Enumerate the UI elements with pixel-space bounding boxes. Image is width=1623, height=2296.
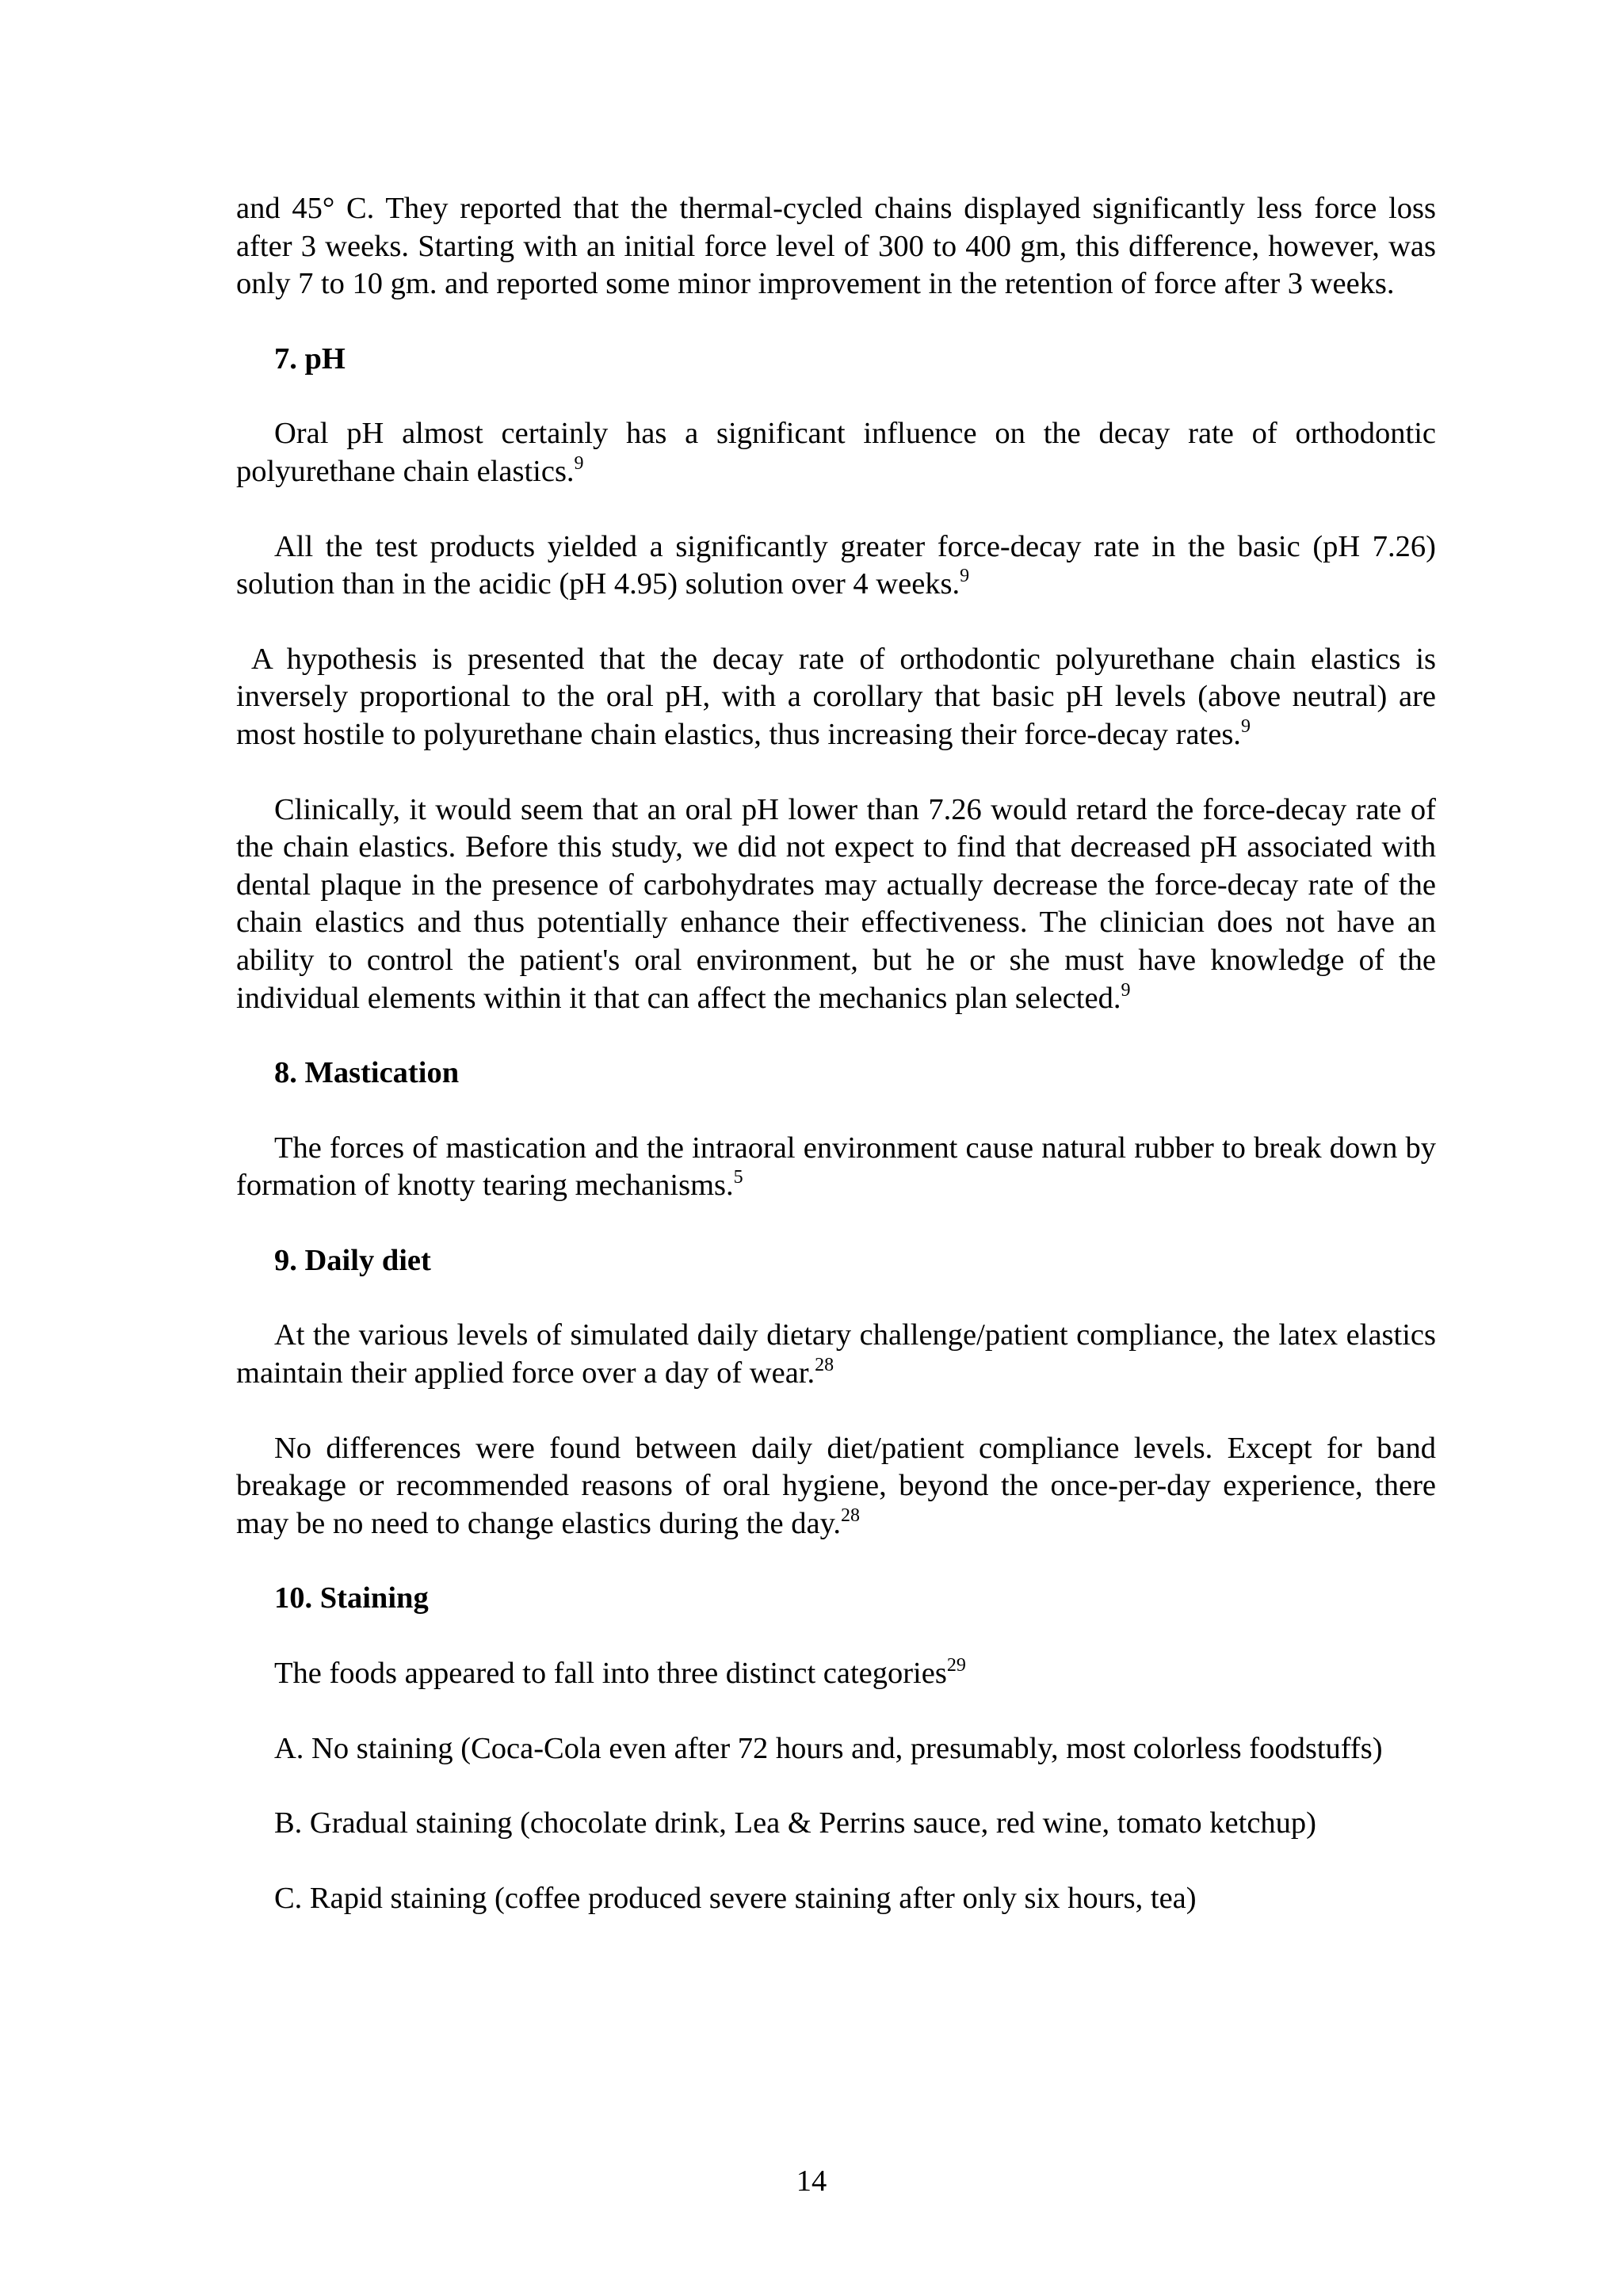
paragraph <box>236 1430 1436 1543</box>
paragraph-text: At the various levels of simulated daily dietary challenge/patient compliance, the latex elastics maintain their applied force over a day of wear. <box>236 1318 1436 1390</box>
paragraph-text: A hypothesis is presented that the decay rate of orthodontic polyurethane chain elastics is inversely proportional to the oral pH, with a corollary that basic pH levels (above neutral) are most hostile to polyurethane chain elastics, thus increasing their force-decay rates. <box>236 642 1444 751</box>
paragraph <box>236 528 1436 604</box>
citation-ref: 28 <box>815 1355 834 1376</box>
paragraph-text: Clinically, it would seem that an oral pH lower than 7.26 would retard the force-decay rate of the chain elastics. Before this study, we did not expect to find that decreased pH associated with dental plaque in the presence of carbohydrates may actually decrease the force-decay rate of the chain elastics and thus potentially enhance their effectiveness. The clinician does not have an ability to control the patient's oral environment, but he or she must have knowledge of the individual elements within it that can affect the mechanics plan selected. <box>236 792 1436 1015</box>
staining-category-a: A. No staining (Coca-Cola even after 72 hours and, presumably, most colorless foodstuffs) <box>274 1731 1383 1765</box>
paragraph-text: No differences were found between daily diet/patient compliance levels. Except for band breakage or recommended reasons of oral hygiene, beyond the once-per-day experience, there may be no need to change elastics during the day. <box>236 1431 1436 1540</box>
staining-category-b: B. Gradual staining (chocolate drink, Lea & Perrins sauce, red wine, tomato ketchup) <box>274 1806 1316 1840</box>
citation-ref: 9 <box>960 566 970 587</box>
staining-category-c: C. Rapid staining (coffee produced severe staining after only six hours, tea) <box>274 1881 1197 1915</box>
paragraph <box>236 415 1436 490</box>
section-heading-staining: 10. Staining <box>274 1581 429 1615</box>
paragraph <box>236 190 1436 303</box>
paragraph-text: Oral pH almost certainly has a significant influence on the decay rate of orthodontic polyurethane chain elastics. <box>236 417 1436 488</box>
citation-ref: 5 <box>733 1167 743 1188</box>
page-number: 14 <box>796 2164 827 2198</box>
citation-ref: 9 <box>574 452 584 474</box>
paragraph-text: All the test products yielded a significantly greater force-decay rate in the basic (pH 7.26) solution than in the acidic (pH 4.95) solution over 4 weeks. <box>236 529 1436 601</box>
section-heading-ph: 7. pH <box>274 341 346 376</box>
paragraph-text: The foods appeared to fall into three distinct categories <box>274 1657 947 1691</box>
section-heading-daily-diet: 9. Daily diet <box>274 1243 431 1277</box>
paragraph <box>236 1317 1436 1392</box>
paragraph <box>236 641 1444 754</box>
paragraph-text: and 45° C. They reported that the thermal-cycled chains displayed significantly less force loss after 3 weeks. Starting with an initial force level of 300 to 400 gm, this difference, however, was only 7 to 10 gm. and reported some minor improvement in the retention of force after 3 weeks. <box>236 192 1436 301</box>
citation-ref: 9 <box>1240 715 1251 737</box>
citation-ref: 29 <box>946 1655 966 1676</box>
paragraph-text: The forces of mastication and the intraoral environment cause natural rubber to break down by formation of knotty tearing mechanisms. <box>236 1131 1436 1203</box>
paragraph <box>236 1655 1436 1693</box>
citation-ref: 9 <box>1121 979 1131 1001</box>
paragraph <box>236 791 1436 1018</box>
paragraph <box>236 1130 1436 1205</box>
section-heading-mastication: 8. Mastication <box>274 1056 460 1090</box>
page-content <box>236 190 1444 1955</box>
citation-ref: 28 <box>840 1505 860 1526</box>
